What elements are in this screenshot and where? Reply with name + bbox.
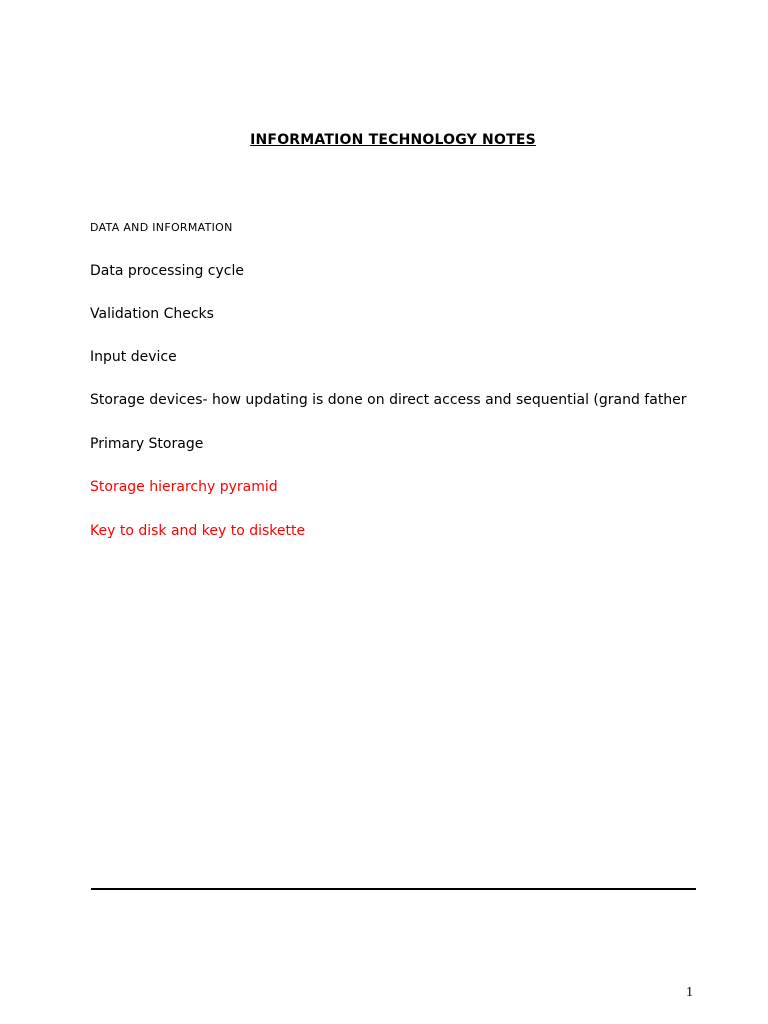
document-title: INFORMATION TECHNOLOGY NOTES <box>250 132 536 148</box>
topic-item: Input device <box>90 349 177 365</box>
topic-item: Storage devices- how updating is done on direct access and sequential (grand father <box>90 392 687 408</box>
topic-item: Primary Storage <box>90 436 204 452</box>
section-heading: DATA AND INFORMATION <box>90 221 233 234</box>
footer-divider <box>91 888 696 890</box>
topic-item: Data processing cycle <box>90 263 244 279</box>
page-number: 1 <box>686 985 693 1000</box>
topic-item: Validation Checks <box>90 306 214 322</box>
topic-item-highlighted: Storage hierarchy pyramid <box>90 479 278 495</box>
topic-item-highlighted: Key to disk and key to diskette <box>90 523 306 539</box>
